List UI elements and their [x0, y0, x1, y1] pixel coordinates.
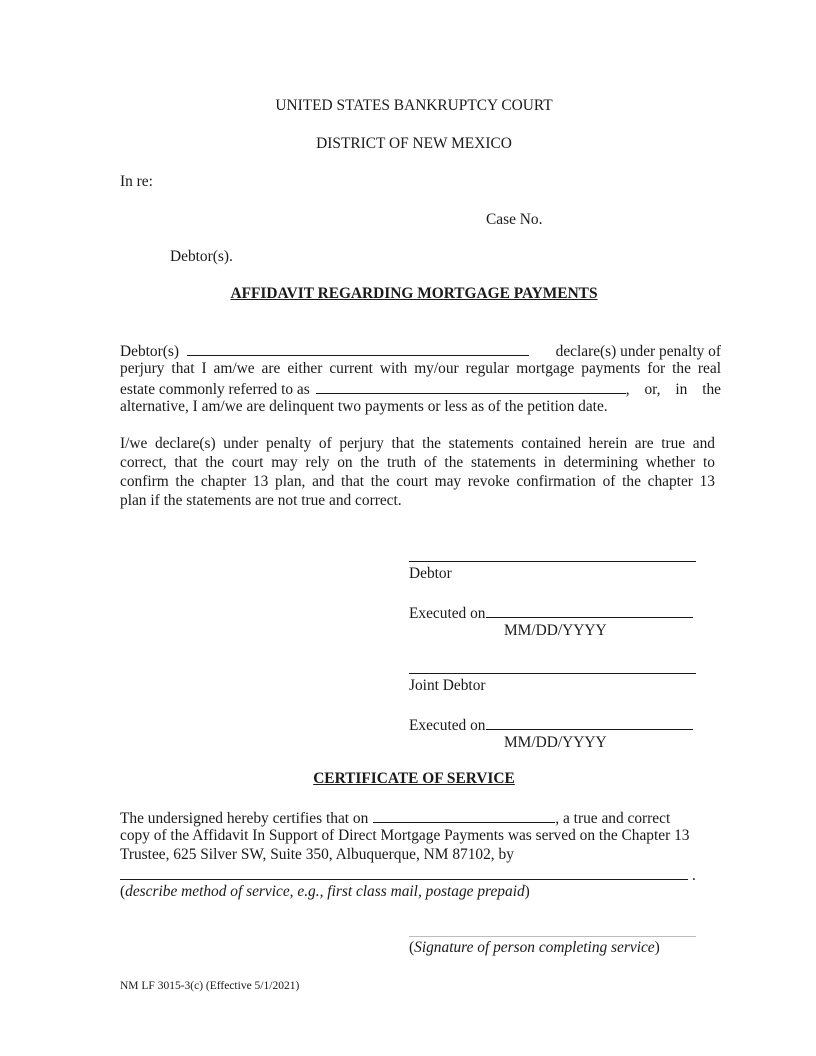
affidavit-p1-line3	[120, 379, 721, 400]
certificate-title: CERTIFICATE OF SERVICE	[313, 770, 515, 787]
certificate-line3: Trustee, 625 Silver SW, Suite 350, Albuquerque, NM 87102, by	[120, 846, 514, 863]
joint-debtor-signature-line[interactable]	[409, 673, 696, 674]
sig-paren-close: )	[654, 939, 660, 956]
service-method-row	[120, 865, 696, 885]
signature-hint	[409, 939, 660, 957]
service-method-field[interactable]	[120, 865, 688, 880]
alternative-text-wrap	[626, 381, 721, 400]
service-signature-line[interactable]	[409, 936, 696, 937]
executed-on-row-2	[409, 715, 693, 735]
form-id: NM LF 3015-3(c) (Effective 5/1/2021)	[120, 980, 300, 992]
method-paren-close: )	[524, 883, 530, 900]
certificate-line1	[120, 808, 670, 828]
estate-label: estate commonly referred to as	[120, 381, 310, 398]
date-format-hint: MM/DD/YYYY	[504, 622, 607, 639]
in-re-label: In re:	[120, 173, 153, 190]
date-format-hint-2: MM/DD/YYYY	[504, 734, 607, 751]
declare-text: declare(s) under penalty of	[555, 343, 721, 360]
sig-paren-open: (	[409, 939, 415, 956]
method-hint-text: describe method of service, e.g., first class mail, postage prepaid	[125, 883, 525, 900]
affidavit-p1-line1	[120, 341, 721, 362]
affidavit-p2-line1: I/we declare(s) under penalty of perjury that the statements contained herein are true and	[120, 435, 715, 452]
method-paren-open: (	[120, 883, 126, 900]
debtor-names-label: Debtor(s)	[120, 343, 179, 360]
certificate-line2: copy of the Affidavit In Support of Direct Mortgage Payments was served on the Chapter 13	[120, 827, 690, 844]
court-name: UNITED STATES BANKRUPTCY COURT	[275, 97, 553, 114]
executed-date-field[interactable]	[486, 603, 693, 618]
debtor-names-field[interactable]	[187, 341, 529, 356]
debtors-label: Debtor(s).	[170, 248, 233, 265]
affidavit-p2-line2: correct, that the court may rely on the truth of the statements in determining whether to	[120, 454, 715, 471]
certifies-label: The undersigned hereby certifies that on	[120, 810, 369, 827]
method-hint	[120, 883, 530, 901]
property-address-field[interactable]	[316, 379, 626, 394]
true-correct-text: , a true and correct	[555, 810, 671, 827]
alternative-text: , or, in the	[625, 381, 721, 398]
signature-hint-text: Signature of person completing service	[414, 939, 655, 956]
executed-date-field-2[interactable]	[486, 715, 693, 730]
service-date-field[interactable]	[373, 808, 555, 823]
district-name: DISTRICT OF NEW MEXICO	[316, 135, 512, 152]
executed-on-label-2: Executed on	[409, 717, 486, 734]
debtor-label: Debtor	[409, 565, 452, 582]
method-period: .	[692, 867, 696, 884]
affidavit-title: AFFIDAVIT REGARDING MORTGAGE PAYMENTS	[230, 285, 598, 302]
affidavit-p1-line2: perjury that I am/we are either current with my/our regular mortgage payments for the real	[120, 360, 721, 377]
affidavit-p2-line3: confirm the chapter 13 plan, and that the court may revoke confirmation of the chapter 13	[120, 473, 715, 490]
case-no-label: Case No.	[486, 211, 543, 228]
joint-debtor-label: Joint Debtor	[409, 677, 486, 694]
executed-on-row-1	[409, 603, 693, 623]
affidavit-p1-line4: alternative, I am/we are delinquent two payments or less as of the petition date.	[120, 398, 608, 415]
debtor-signature-line[interactable]	[409, 561, 696, 562]
affidavit-p2-line4: plan if the statements are not true and correct.	[120, 492, 402, 509]
executed-on-label: Executed on	[409, 605, 486, 622]
